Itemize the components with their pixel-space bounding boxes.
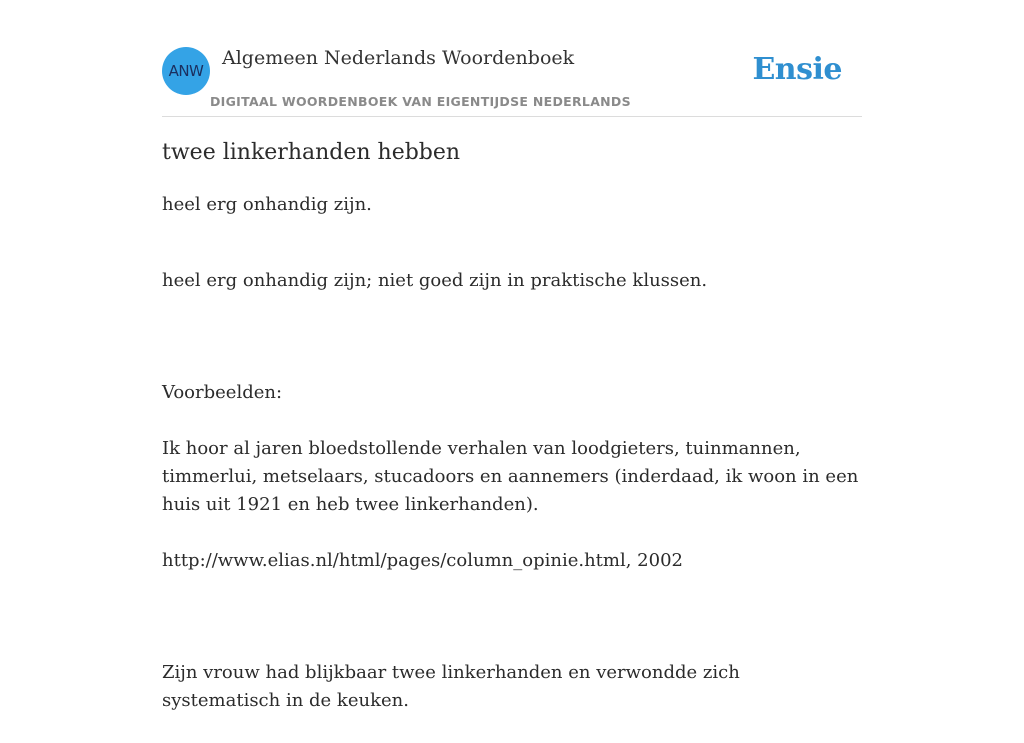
ensie-brand-link[interactable]: Ensie [752, 52, 842, 87]
example-source: http://www.elias.nl/html/pages/column_opinie.html, 2002 [162, 550, 683, 571]
examples-label: Voorbeelden: [162, 382, 283, 403]
short-definition: heel erg onhandig zijn. [162, 194, 372, 215]
site-subtitle: DIGITAAL WOORDENBOEK VAN EIGENTIJDSE NEDERLANDS [210, 94, 631, 109]
anw-logo[interactable]: ANW [162, 47, 210, 95]
spacer [162, 323, 862, 351]
example-text: Zijn vrouw had blijkbaar twee linkerhanden en verwondde zich systematisch in de keuken. [162, 662, 740, 711]
spacer [162, 603, 862, 631]
entry-body [162, 239, 862, 743]
example-text: Ik hoor al jaren bloedstollende verhalen van loodgieters, tuinmannen, timmerlui, metselaars, stucadoors en aannemers (inderdaad, ik woon in een huis uit 1921 en heb twee linkerhanden). [162, 438, 859, 515]
site-header [162, 44, 862, 117]
site-title[interactable]: Algemeen Nederlands Woordenboek [222, 47, 575, 69]
entry-title: twee linkerhanden hebben [162, 140, 461, 165]
full-definition: heel erg onhandig zijn; niet goed zijn in praktische klussen. [162, 270, 708, 291]
